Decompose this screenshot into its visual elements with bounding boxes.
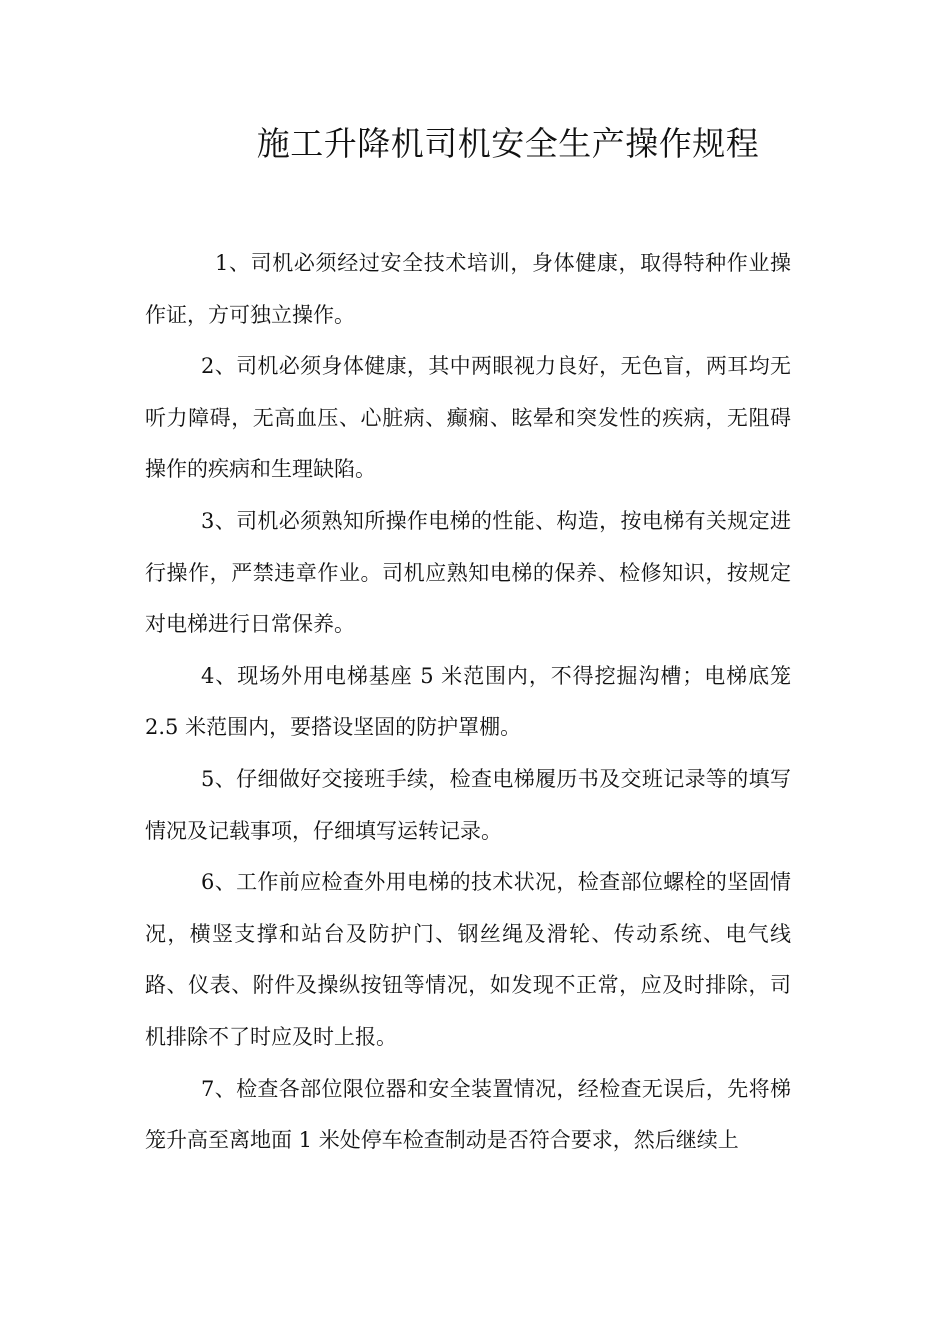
- paragraph-7: 7、检查各部位限位器和安全装置情况，经检查无误后，先将梯笼升高至离地面 1 米处停车检查制动是否符合要求，然后继续上: [145, 1076, 791, 1153]
- paragraph-4: 4、现场外用电梯基座 5 米范围内，不得挖掘沟槽；电梯底笼 2.5 米范围内，要搭设坚固的防护罩棚。: [145, 663, 791, 740]
- paragraph-1: 1、司机必须经过安全技术培训，身体健康，取得特种作业操作证，方可独立操作。: [145, 251, 791, 327]
- paragraph-3: 3、司机必须熟知所操作电梯的性能、构造，按电梯有关规定进行操作，严禁违章作业。司机应熟知电梯的保养、检修知识，按规定对电梯进行日常保养。: [145, 508, 791, 637]
- paragraph-2: 2、司机必须身体健康，其中两眼视力良好，无色盲，两耳均无听力障碍，无高血压、心脏病、癫痫、眩晕和突发性的疾病，无阻碍操作的疾病和生理缺陷。: [145, 354, 791, 482]
- paragraph-5: 5、仔细做好交接班手续，检查电梯履历书及交班记录等的填写情况及记载事项，仔细填写运转记录。: [145, 766, 791, 843]
- document-title: 施工升降机司机安全生产操作规程: [256, 124, 760, 163]
- paragraph-6: 6、工作前应检查外用电梯的技术状况，检查部位螺栓的坚固情况，横竖支撑和站台及防护门、钢丝绳及滑轮、传动系统、电气线路、仪表、附件及操纵按钮等情况，如发现不正常，应及时排除，司机排除不了时应及时上报。: [145, 870, 791, 1049]
- document-body: [145, 238, 791, 1167]
